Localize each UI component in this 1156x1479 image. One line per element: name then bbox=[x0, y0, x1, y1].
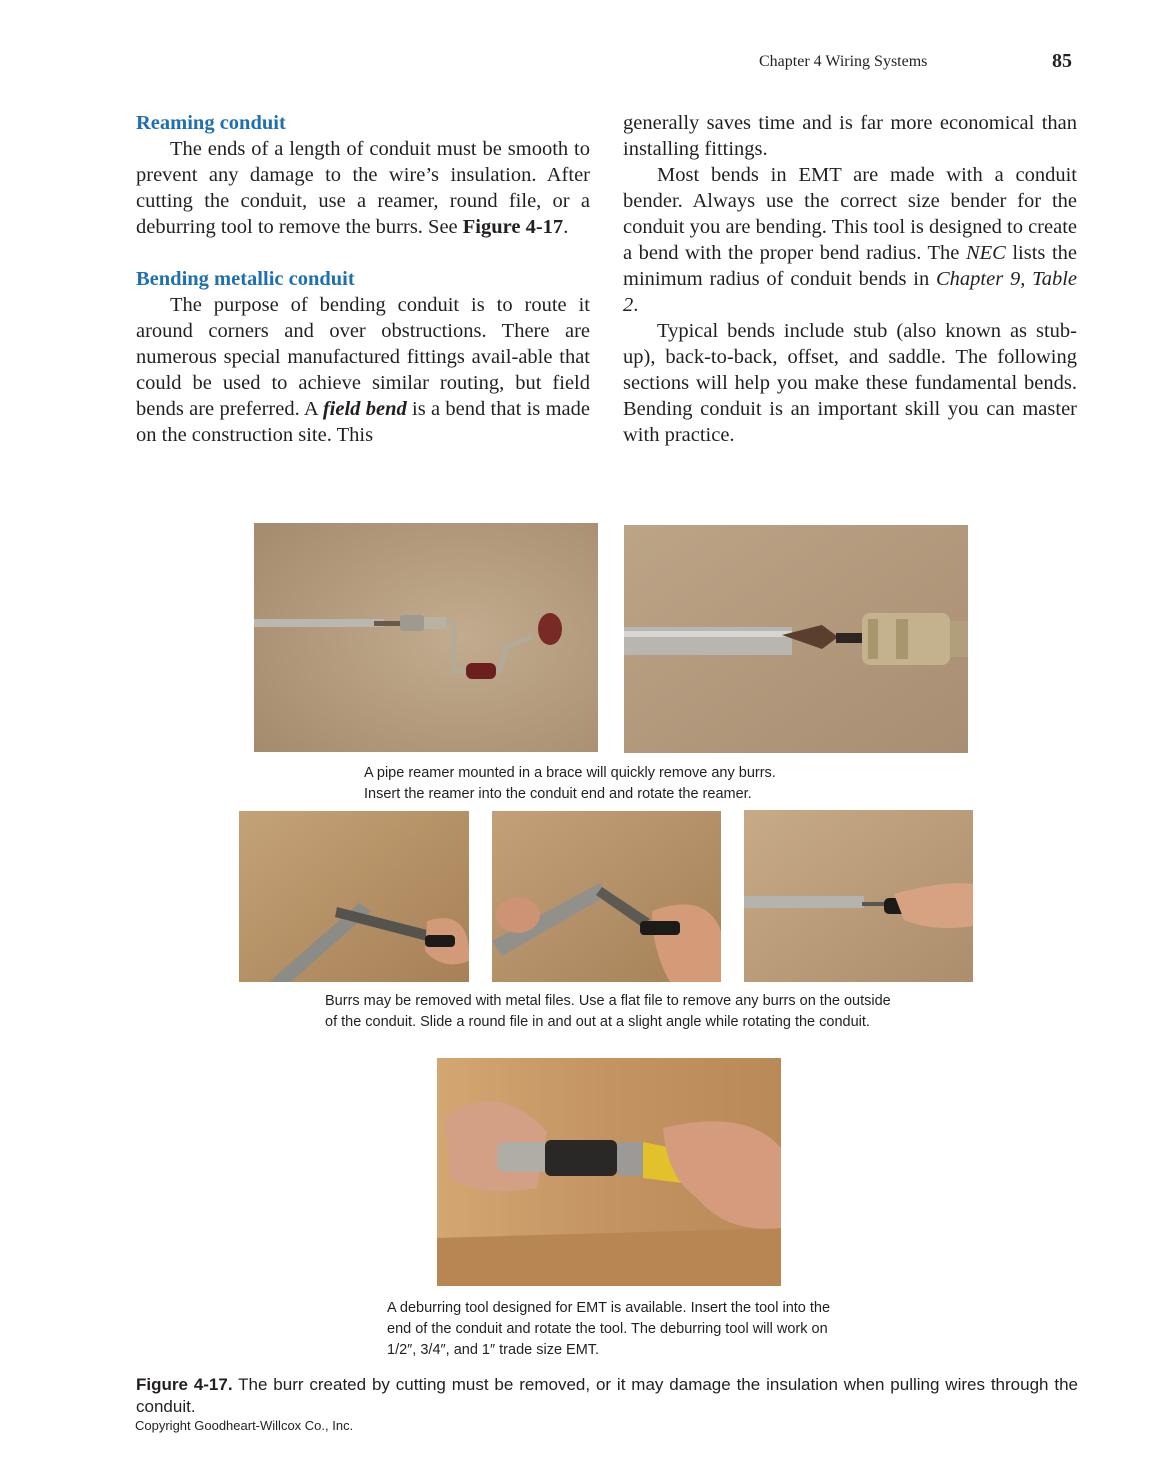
caption-reamer bbox=[364, 763, 884, 805]
paragraph-bender bbox=[623, 162, 1077, 318]
paragraph-reaming bbox=[136, 136, 590, 240]
text-run: Most bends in EMT are made with a conduit bender. Always use the correct size bender for the conduit you are bending. This tool is designed to create a bend with the proper bend radius. The bbox=[623, 164, 1077, 264]
text-run: The ends of a length of conduit must be smooth to prevent any damage to the wire’s insulation. After cutting the conduit, use a reamer, round file, or a deburring tool to remove the burrs. See bbox=[136, 138, 590, 238]
copyright-notice: Copyright Goodheart-Willcox Co., Inc. bbox=[135, 1418, 354, 1433]
page-number: 85 bbox=[1052, 50, 1072, 72]
table-reference: Chapter 9, Table 2 bbox=[623, 268, 1077, 316]
caption-deburr: A deburring tool designed for EMT is available. Insert the tool into the end of the conduit and rotate the tool. The deburring tool will work on 1/2″, 3/4″, and 1″ trade size EMT. bbox=[387, 1300, 831, 1358]
caption-line: A pipe reamer mounted in a brace will quickly remove any burrs. bbox=[364, 765, 776, 781]
left-column bbox=[136, 110, 590, 448]
caption-files: Burrs may be removed with metal files. Use a flat file to remove any burrs on the outside of the conduit. Slide a round file in and out at a slight angle while rotating the conduit. bbox=[325, 993, 891, 1030]
figure-reference: Figure 4-17 bbox=[462, 216, 564, 238]
text-run: . bbox=[633, 294, 639, 316]
text-run: . bbox=[563, 216, 569, 238]
paragraph-bend-types: Typical bends include stub (also known as stub-up), back-to-back, offset, and saddle. The following sections will help you make these fundamental bends. Bending conduit is an important skill you can master with practice. bbox=[623, 320, 1077, 446]
text-run: lists the minimum radius of conduit bends in bbox=[623, 242, 1078, 290]
photo-file-conduit bbox=[744, 810, 973, 982]
key-term: field bend bbox=[322, 398, 407, 420]
chapter-title: Chapter 4 Wiring Systems bbox=[759, 53, 928, 70]
photo-reamer-closeup bbox=[624, 525, 968, 753]
running-header bbox=[0, 50, 1156, 76]
photo-flat-file bbox=[239, 811, 469, 982]
photo-reamer-brace bbox=[254, 523, 598, 752]
figure-label: Figure 4-17. bbox=[136, 1375, 233, 1394]
paragraph-bending bbox=[136, 292, 590, 448]
figure-caption-text: The burr created by cutting must be removed, or it may damage the insulation when pulling wires through the conduit. bbox=[136, 1375, 1078, 1416]
figure-caption bbox=[136, 1374, 1078, 1418]
section-heading-reaming: Reaming conduit bbox=[136, 112, 286, 134]
photo-round-file bbox=[492, 811, 721, 982]
text-run: The purpose of bending conduit is to route it around corners and over obstructions. There are numerous special manufactured fittings avail-able that could be used to achieve similar routing, but field bends are preferred. A bbox=[136, 294, 590, 420]
text-run: is a bend that is made on the construction site. This bbox=[136, 398, 590, 446]
photo-deburring-tool bbox=[437, 1058, 781, 1286]
right-column bbox=[623, 110, 1077, 448]
paragraph-continued: generally saves time and is far more economical than installing fittings. bbox=[623, 112, 1077, 160]
section-heading-bending: Bending metallic conduit bbox=[136, 268, 355, 290]
nec-reference: NEC bbox=[965, 242, 1006, 264]
caption-line: Insert the reamer into the conduit end and rotate the reamer. bbox=[364, 786, 752, 802]
